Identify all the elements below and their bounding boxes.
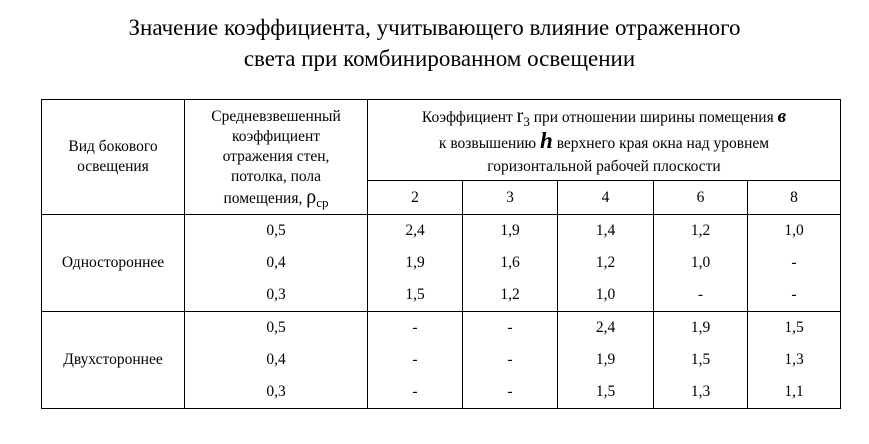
value: - [507, 319, 513, 336]
kind-cell: Одностороннее [42, 215, 185, 312]
value: - [697, 286, 704, 303]
value: 2,4 [595, 319, 616, 336]
coef-text: горизонтальной рабочей плоскости [487, 158, 721, 175]
value-cell [558, 312, 654, 409]
value-cell [463, 215, 558, 312]
value-cell [368, 215, 463, 312]
header-row [42, 100, 841, 181]
header-rho [185, 100, 368, 215]
ratio-cell: 4 [558, 181, 654, 215]
value: 1,5 [784, 319, 804, 336]
rho-value: 0,5 [266, 222, 286, 239]
rho-value: 0,3 [266, 286, 286, 303]
header-rho-line: отражения стен, [222, 148, 330, 165]
coef-text: при отношении ширины помещения [529, 109, 778, 126]
coef-r-symbol: r [516, 105, 524, 127]
value: - [507, 383, 513, 400]
value: 1,5 [405, 286, 425, 303]
value: 1,9 [690, 319, 711, 336]
header-rho-line: Средневзвешенный [211, 108, 341, 125]
coef-b-symbol: в [777, 106, 787, 127]
value: 1,3 [784, 351, 804, 368]
value: 1,9 [595, 351, 616, 368]
value-cell [368, 312, 463, 409]
value: - [412, 319, 418, 336]
value: 1,2 [595, 254, 616, 271]
value: 1,9 [405, 254, 425, 271]
rho-cell [185, 215, 368, 312]
rho-value: 0,5 [266, 319, 286, 336]
value: 1,3 [690, 383, 711, 400]
value-cell [748, 215, 841, 312]
value: 1,6 [500, 254, 520, 271]
coefficient-table [41, 99, 841, 409]
value: 2,4 [405, 222, 425, 239]
value: 1,5 [690, 351, 711, 368]
coef-text: верхнего края окна над уровнем [552, 135, 770, 152]
coef-text: к возвышению [438, 135, 541, 152]
header-kind [42, 100, 185, 215]
value: 1,0 [690, 254, 711, 271]
rho-value: 0,4 [266, 351, 286, 368]
value-cell [463, 312, 558, 409]
header-coefficient [368, 100, 841, 181]
value: 1,2 [500, 286, 520, 303]
table-row [42, 215, 841, 312]
value-cell [654, 215, 748, 312]
rho-symbol: ρ [306, 186, 317, 208]
value: 1,9 [500, 222, 520, 239]
coef-r-subscript: 3 [523, 114, 530, 129]
coef-text: Коэффициент [421, 109, 517, 126]
coef-h-symbol: h [540, 128, 553, 153]
value-cell [748, 312, 841, 409]
rho-cell [185, 312, 368, 409]
value: 1,4 [595, 222, 616, 239]
title-line-1: Значение коэффициента, учитывающего влияние отраженного [128, 15, 741, 40]
kind-cell: Двухстороннее [42, 312, 185, 409]
value: 1,5 [595, 383, 616, 400]
value: 1,0 [595, 286, 616, 303]
value: - [791, 254, 797, 271]
header-rho-line: коэффициент [231, 128, 321, 145]
header-kind-text: Вид бокового освещения [68, 138, 158, 175]
value-cell [558, 215, 654, 312]
header-rho-line: потолка, пола [230, 168, 322, 185]
rho-value: 0,3 [266, 383, 286, 400]
value-cell [654, 312, 748, 409]
value: 1,0 [784, 222, 804, 239]
value: - [791, 286, 797, 303]
ratio-cell: 8 [748, 181, 841, 215]
header-rho-line: помещения, [223, 190, 303, 207]
value: 1,1 [784, 383, 804, 400]
value: - [412, 351, 418, 368]
value: 1,2 [690, 222, 711, 239]
value: - [412, 383, 418, 400]
table-row [42, 312, 841, 409]
value: - [507, 351, 513, 368]
ratio-cell: 6 [654, 181, 748, 215]
rho-value: 0,4 [266, 254, 286, 271]
ratio-cell: 2 [368, 181, 463, 215]
rho-subscript: ср [316, 195, 329, 210]
ratio-cell: 3 [463, 181, 558, 215]
title-line-2: света при комбинированном освещении [243, 46, 636, 71]
document-title [0, 12, 869, 74]
